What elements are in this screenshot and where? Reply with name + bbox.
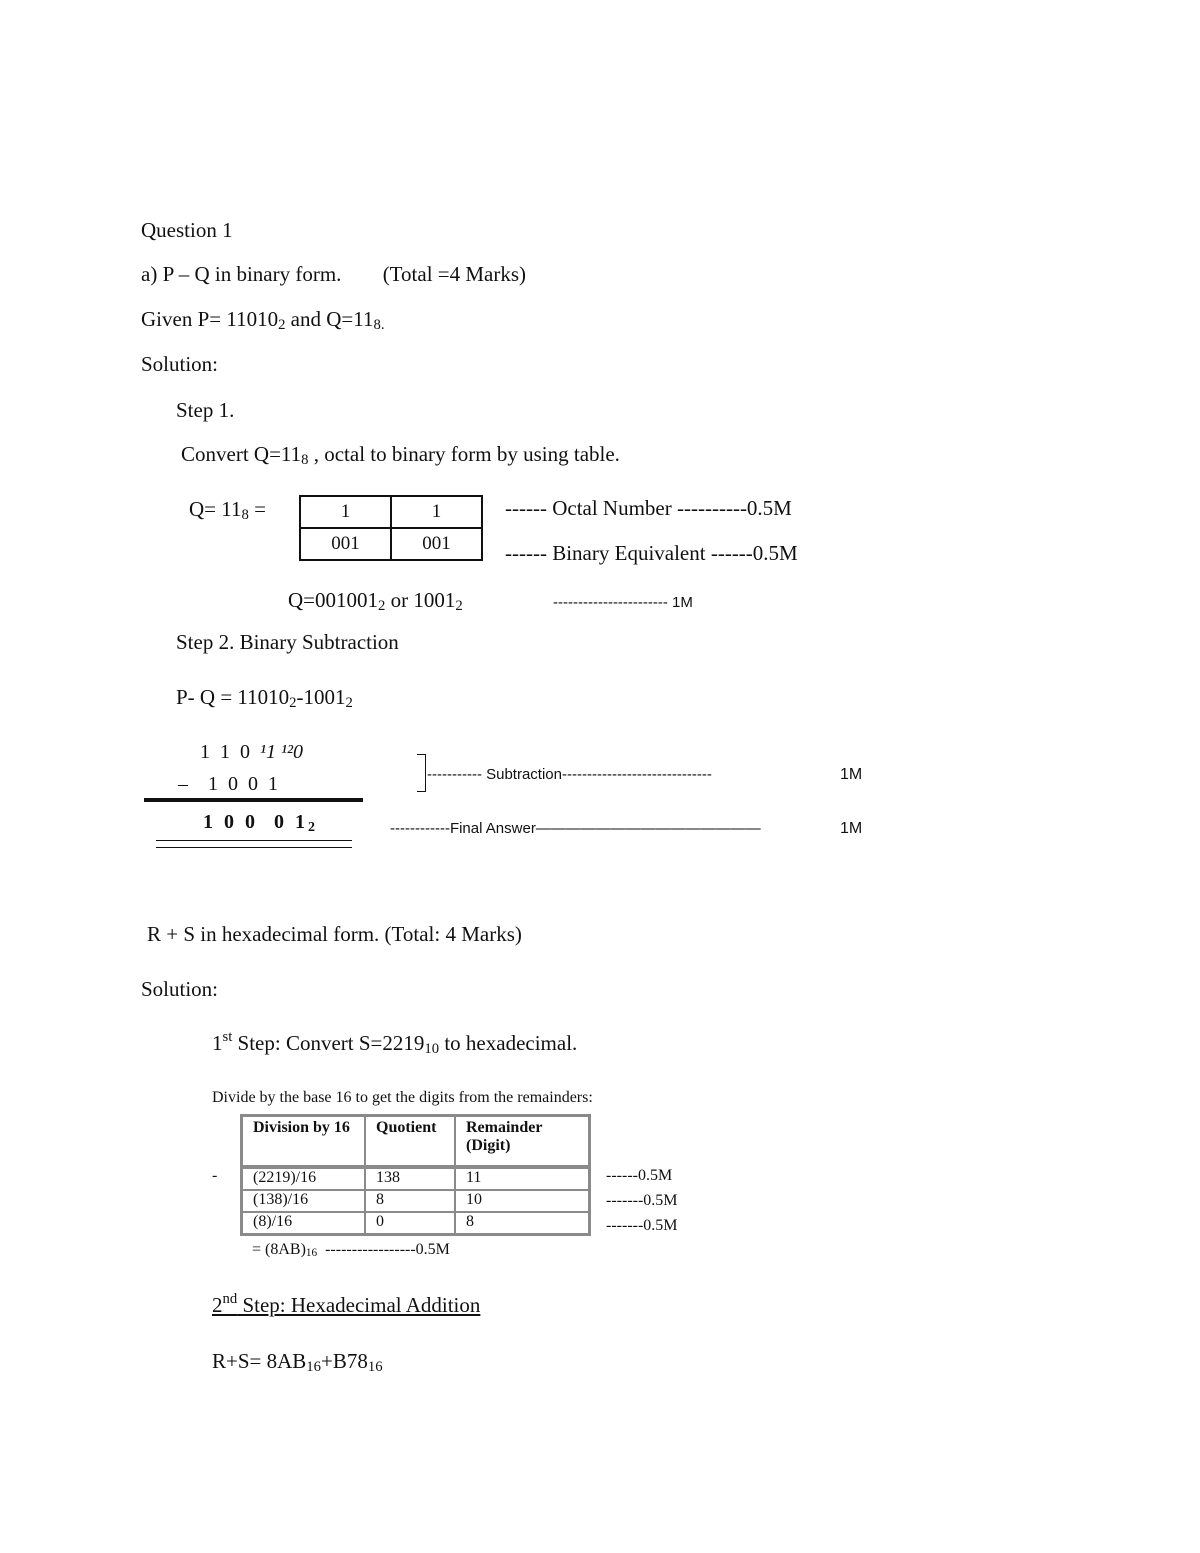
top-row-borrow: ¹1 ¹²0 [260,741,303,763]
hex-sum-sub-2: 16 [367,1358,383,1375]
step1-title: Step 1. [176,398,235,422]
given-sub-1: 2 [278,316,286,333]
step1b-sub: 10 [424,1040,440,1057]
step2-expr-mid: -1001 [296,685,346,709]
step1-text-prefix: Convert Q=11 [181,442,302,466]
q-result-or: or 1001 [385,588,456,612]
division-cell: (8)/16 [242,1212,366,1235]
hex-sum-sub-1: 16 [306,1358,321,1375]
step1b-suffix: to hexadecimal. [439,1031,578,1055]
binary-row [300,528,482,560]
octal-note: ------ Octal Number ----------0.5M [505,496,792,520]
given-mid: and Q=11 [285,307,374,331]
answer-underline-1 [156,840,352,841]
given-line [141,307,385,332]
row-mark-1: ------0.5M [606,1167,673,1184]
step2b-num: 2 [212,1293,223,1317]
step2-expr-prefix: P- Q = 11010 [176,685,290,709]
header-division: Division by 16 [242,1116,366,1168]
q-label [189,497,266,522]
step1b-sup: st [222,1029,233,1046]
subtraction-rule [144,798,363,802]
header-quotient: Quotient [365,1116,455,1168]
row-dash-bullet: - [212,1167,218,1184]
top-row-digits: 1 1 0 [200,741,260,763]
subtraction-mark: 1M [840,766,863,783]
subtraction-answer [203,811,318,834]
q-result [288,588,463,613]
step2-title: Step 2. Binary Subtraction [176,630,399,654]
hex-sum-mid: +B78 [320,1349,368,1373]
answer-underline-2 [156,847,352,848]
step2b-sup: nd [222,1291,238,1308]
part-a-text: a) P – Q in binary form. [141,262,342,286]
binary-cell: 001 [300,528,391,560]
hex-result-mark: -----------------0.5M [317,1241,450,1258]
q-label-eq: = [248,497,266,521]
hex-result-sub: 16 [305,1247,318,1260]
answer-sub: 2 [308,819,318,835]
step1-text [181,442,620,467]
final-answer-mark: 1M [840,820,863,837]
division-header-row [242,1116,590,1168]
given-prefix: Given P= 11010 [141,307,279,331]
step2b-text: Step: Hexadecimal Addition [237,1293,481,1317]
table-row [242,1212,590,1235]
hex-result [252,1241,450,1259]
octal-row [300,496,482,528]
part-a-title [141,262,526,287]
part-b-heading: R + S in hexadecimal form. (Total: 4 Marks) [147,922,522,946]
octal-cell: 1 [391,496,482,528]
given-sub-2: 8. [373,316,385,333]
table-row [242,1190,590,1212]
row-mark-3: -------0.5M [606,1217,678,1234]
part-b-step2 [212,1293,480,1318]
division-table [240,1114,591,1236]
remainder-cell: 8 [455,1212,590,1235]
subtraction-bracket [417,754,426,792]
hex-result-prefix: = (8AB) [252,1241,306,1258]
octal-binary-table [299,495,483,561]
division-cell: (138)/16 [242,1190,366,1212]
q-result-sub-2: 2 [455,597,463,614]
hex-sum-prefix: R+S= 8AB [212,1349,307,1373]
question-heading: Question 1 [141,218,233,242]
divide-instructions: Divide by the base 16 to get the digits from the remainders: [212,1089,593,1106]
answer-digits: 1 0 0 0 1 [203,811,308,833]
q-label-text: Q= 11 [189,497,242,521]
step1b-text: Step: Convert S=2219 [232,1031,425,1055]
table-row [242,1167,590,1190]
subtraction-top-row [200,741,303,764]
q-result-prefix: Q=001001 [288,588,379,612]
quotient-cell: 8 [365,1190,455,1212]
step2-expr-sub-1: 2 [289,694,297,711]
binary-cell: 001 [391,528,482,560]
quotient-cell: 0 [365,1212,455,1235]
step1b-num: 1 [212,1031,223,1055]
step2-expression [176,685,353,710]
octal-cell: 1 [300,496,391,528]
remainder-cell: 11 [455,1167,590,1190]
solution-label-a: Solution: [141,352,219,376]
hex-sum [212,1349,383,1374]
header-remainder: Remainder (Digit) [455,1116,590,1168]
step1-text-suffix: , octal to binary form by using table. [308,442,620,466]
part-a-total: (Total =4 Marks) [382,262,527,286]
solution-label-b: Solution: [141,977,219,1001]
step1-text-sub: 8 [301,451,309,468]
binary-note: ------ Binary Equivalent ------0.5M [505,541,798,565]
quotient-cell: 138 [365,1167,455,1190]
step2-expr-sub-2: 2 [345,694,353,711]
subtraction-note: ----------- Subtraction------------------------------ [427,766,712,783]
division-cell: (2219)/16 [242,1167,366,1190]
final-answer-note: ------------Final Answer——————————————— [390,820,761,837]
q-result-sub-1: 2 [378,597,386,614]
q-label-sub: 8 [241,506,249,523]
q-result-mark: ----------------------- 1M [553,594,693,611]
subtraction-minus-row: – 1 0 0 1 [178,773,278,795]
row-mark-2: -------0.5M [606,1192,678,1209]
remainder-cell: 10 [455,1190,590,1212]
part-b-step1 [212,1031,577,1056]
